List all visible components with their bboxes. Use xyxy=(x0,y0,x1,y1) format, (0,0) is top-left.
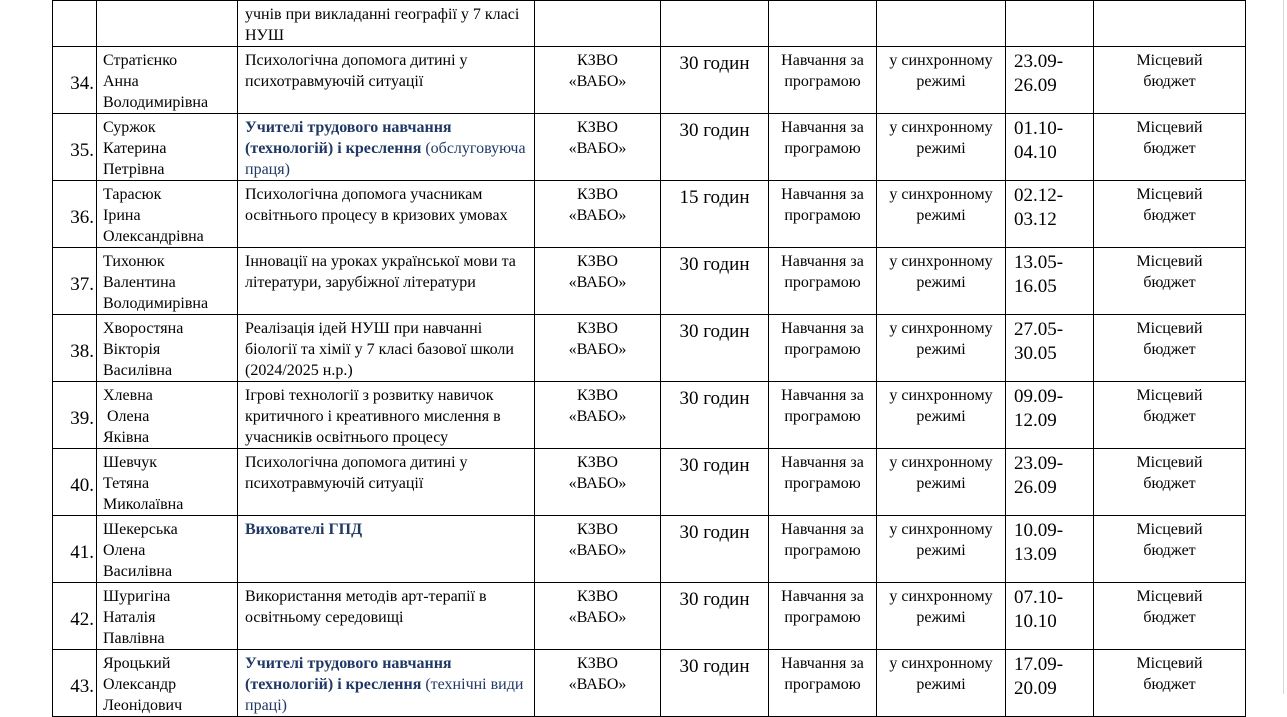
cell-form xyxy=(769,650,877,717)
name-line: Хлевна xyxy=(103,387,153,404)
cell-hours xyxy=(661,1,769,47)
name-line: Василівна xyxy=(103,563,173,580)
cell-dates xyxy=(1006,583,1094,650)
institution-line: «ВАБО» xyxy=(568,274,627,291)
cell-name xyxy=(97,181,238,248)
cell-dates xyxy=(1006,1,1094,47)
course-title: Ігрові технології з розвитку навичок критичного і креативного мислення в учасників освітнього процесу xyxy=(245,387,501,446)
funding-line: Місцевий xyxy=(1136,588,1203,605)
cell-name xyxy=(97,583,238,650)
date-line: 26.09 xyxy=(1014,477,1057,498)
mode-line: режимі xyxy=(916,542,966,559)
cell-hours: 30 годин xyxy=(661,382,769,449)
name-line: Вікторія xyxy=(103,341,161,358)
name-line: Катерина xyxy=(103,140,167,157)
cell-course: учнів при викладанні географії у 7 класі НУШ xyxy=(238,1,535,47)
date-line: 09.09- xyxy=(1014,386,1064,407)
cell-mode xyxy=(877,315,1006,382)
cell-number xyxy=(53,248,97,315)
form-line: Навчання за xyxy=(781,320,864,337)
date-line: 23.09- xyxy=(1014,51,1064,72)
cell-course xyxy=(238,181,535,248)
cell-institution xyxy=(535,1,661,47)
cell-dates xyxy=(1006,181,1094,248)
cell-number xyxy=(53,114,97,181)
form-line: Навчання за xyxy=(781,52,864,69)
cell-number xyxy=(53,583,97,650)
cell-name xyxy=(97,382,238,449)
mode-line: у синхронному xyxy=(889,521,993,538)
cell-course xyxy=(238,583,535,650)
cell-funding xyxy=(1094,248,1246,315)
course-category: Вихователі ГПД xyxy=(245,521,363,538)
institution-line: КЗВО xyxy=(577,52,618,69)
funding-line: Місцевий xyxy=(1136,52,1203,69)
name-line: Олександрівна xyxy=(103,228,204,245)
funding-line: бюджет xyxy=(1143,542,1196,559)
cell-funding xyxy=(1094,650,1246,717)
funding-line: бюджет xyxy=(1143,73,1196,90)
cell-funding xyxy=(1094,583,1246,650)
cell-form xyxy=(769,382,877,449)
cell-form xyxy=(769,248,877,315)
cell-course xyxy=(238,449,535,516)
course-title: Реалізація ідей НУШ при навчанні біології та хімії у 7 класі базової школи (2024/2025 н.р.) xyxy=(245,320,514,379)
funding-line: Місцевий xyxy=(1136,320,1203,337)
cell-name xyxy=(97,248,238,315)
cell-institution xyxy=(535,449,661,516)
form-line: Навчання за xyxy=(781,253,864,270)
institution-line: «ВАБО» xyxy=(568,408,627,425)
table-row xyxy=(53,315,1246,382)
mode-line: режимі xyxy=(916,140,966,157)
mode-line: у синхронному xyxy=(889,52,993,69)
name-line: Олександр xyxy=(103,676,177,693)
cell-institution xyxy=(535,382,661,449)
course-title: Психологічна допомога учасникам освітнього процесу в кризових умовах xyxy=(245,186,508,224)
row-number: 39. xyxy=(70,408,94,429)
cell-dates xyxy=(1006,449,1094,516)
institution-line: КЗВО xyxy=(577,387,618,404)
form-line: програмою xyxy=(784,207,861,224)
name-line: Наталія xyxy=(103,609,156,626)
form-line: програмою xyxy=(784,73,861,90)
form-line: програмою xyxy=(784,341,861,358)
cell-hours: 15 годин xyxy=(661,181,769,248)
table-row xyxy=(53,181,1246,248)
date-line: 01.10- xyxy=(1014,118,1064,139)
cell-form xyxy=(769,516,877,583)
cell-funding xyxy=(1094,47,1246,114)
institution-line: «ВАБО» xyxy=(568,609,627,626)
cell-name xyxy=(97,516,238,583)
date-line: 26.09 xyxy=(1014,75,1057,96)
cell-course xyxy=(238,382,535,449)
institution-line: КЗВО xyxy=(577,253,618,270)
institution-line: «ВАБО» xyxy=(568,542,627,559)
form-line: програмою xyxy=(784,609,861,626)
name-line: Тетяна xyxy=(103,475,150,492)
form-line: Навчання за xyxy=(781,655,864,672)
cell-dates xyxy=(1006,315,1094,382)
cell-number xyxy=(53,181,97,248)
form-line: Навчання за xyxy=(781,588,864,605)
name-line: Тихонюк xyxy=(103,253,165,270)
name-line: Володимирівна xyxy=(103,295,209,312)
row-number: 42. xyxy=(70,609,94,630)
cell-mode xyxy=(877,382,1006,449)
form-line: Навчання за xyxy=(781,521,864,538)
mode-line: у синхронному xyxy=(889,119,993,136)
cell-course xyxy=(238,114,535,181)
cell-hours: 30 годин xyxy=(661,516,769,583)
cell-course xyxy=(238,315,535,382)
form-line: Навчання за xyxy=(781,454,864,471)
date-line: 17.09- xyxy=(1014,654,1064,675)
mode-line: режимі xyxy=(916,341,966,358)
cell-mode xyxy=(877,181,1006,248)
row-number: 43. xyxy=(70,676,94,697)
table-row xyxy=(53,583,1246,650)
date-line: 27.05- xyxy=(1014,319,1064,340)
institution-line: КЗВО xyxy=(577,186,618,203)
funding-line: бюджет xyxy=(1143,140,1196,157)
cell-name xyxy=(97,47,238,114)
cell-institution xyxy=(535,516,661,583)
cell-course xyxy=(238,516,535,583)
date-line: 10.10 xyxy=(1014,611,1057,632)
funding-line: бюджет xyxy=(1143,341,1196,358)
institution-line: КЗВО xyxy=(577,521,618,538)
institution-line: «ВАБО» xyxy=(568,140,627,157)
form-line: програмою xyxy=(784,274,861,291)
institution-line: «ВАБО» xyxy=(568,475,627,492)
funding-line: Місцевий xyxy=(1136,655,1203,672)
mode-line: режимі xyxy=(916,73,966,90)
mode-line: у синхронному xyxy=(889,655,993,672)
date-line: 07.10- xyxy=(1014,587,1064,608)
mode-line: режимі xyxy=(916,676,966,693)
cell-hours: 30 годин xyxy=(661,583,769,650)
cell-funding xyxy=(1094,114,1246,181)
date-line: 03.12 xyxy=(1014,209,1057,230)
form-line: програмою xyxy=(784,542,861,559)
date-line: 02.12- xyxy=(1014,185,1064,206)
row-number: 36. xyxy=(70,207,94,228)
course-category: Учителі трудового навчання (технологій) і креслення xyxy=(245,655,452,693)
table-row xyxy=(53,516,1246,583)
training-table xyxy=(52,0,1246,717)
cell-form xyxy=(769,449,877,516)
funding-line: Місцевий xyxy=(1136,253,1203,270)
form-line: програмою xyxy=(784,475,861,492)
cell-hours: 30 годин xyxy=(661,114,769,181)
cell-mode xyxy=(877,583,1006,650)
institution-line: КЗВО xyxy=(577,655,618,672)
cell-course xyxy=(238,248,535,315)
page-edge xyxy=(1283,0,1284,694)
cell-funding xyxy=(1094,1,1246,47)
row-number: 34. xyxy=(70,73,94,94)
row-number: 35. xyxy=(70,140,94,161)
cell-course xyxy=(238,650,535,717)
cell-mode xyxy=(877,114,1006,181)
cell-mode xyxy=(877,449,1006,516)
table-row xyxy=(53,449,1246,516)
form-line: Навчання за xyxy=(781,387,864,404)
institution-line: «ВАБО» xyxy=(568,676,627,693)
form-line: програмою xyxy=(784,140,861,157)
cell-form xyxy=(769,181,877,248)
table-row xyxy=(53,650,1246,717)
name-line: Суржок xyxy=(103,119,156,136)
funding-line: бюджет xyxy=(1143,475,1196,492)
cell-form xyxy=(769,583,877,650)
name-line: Хворостяна xyxy=(103,320,184,337)
institution-line: КЗВО xyxy=(577,320,618,337)
name-line: Володимирівна xyxy=(103,94,209,111)
mode-line: режимі xyxy=(916,609,966,626)
name-line: Анна xyxy=(103,73,139,90)
cell-name xyxy=(97,650,238,717)
table-row-continued xyxy=(53,1,1246,47)
cell-institution xyxy=(535,248,661,315)
cell-funding xyxy=(1094,449,1246,516)
row-number: 37. xyxy=(70,274,94,295)
course-subtitle: (технічні види праці) xyxy=(245,676,524,714)
mode-line: у синхронному xyxy=(889,186,993,203)
table-row xyxy=(53,382,1246,449)
cell-dates xyxy=(1006,114,1094,181)
cell-institution xyxy=(535,650,661,717)
funding-line: бюджет xyxy=(1143,408,1196,425)
name-line: Валентина xyxy=(103,274,176,291)
course-category: Учителі трудового навчання (технологій) і креслення xyxy=(245,119,452,157)
funding-line: Місцевий xyxy=(1136,119,1203,136)
row-number: 40. xyxy=(70,475,94,496)
funding-line: Місцевий xyxy=(1136,186,1203,203)
mode-line: режимі xyxy=(916,274,966,291)
name-line: Шуригіна xyxy=(103,588,171,605)
name-line: Яроцький xyxy=(103,655,171,672)
date-line: 10.09- xyxy=(1014,520,1064,541)
form-line: Навчання за xyxy=(781,186,864,203)
cell-name xyxy=(97,114,238,181)
mode-line: режимі xyxy=(916,207,966,224)
funding-line: бюджет xyxy=(1143,676,1196,693)
cell-hours: 30 годин xyxy=(661,47,769,114)
name-line: Тарасюк xyxy=(103,186,162,203)
date-line: 13.09 xyxy=(1014,544,1057,565)
course-subtitle: (обслуговуюча праця) xyxy=(245,140,526,178)
cell-hours: 30 годин xyxy=(661,650,769,717)
table-row xyxy=(53,248,1246,315)
name-line: Шекерська xyxy=(103,521,178,538)
cell-number xyxy=(53,315,97,382)
cell-course xyxy=(238,47,535,114)
form-line: програмою xyxy=(784,408,861,425)
cell-number xyxy=(53,382,97,449)
row-number: 38. xyxy=(70,341,94,362)
cell-hours: 30 годин xyxy=(661,248,769,315)
cell-institution xyxy=(535,114,661,181)
funding-line: Місцевий xyxy=(1136,521,1203,538)
cell-form xyxy=(769,47,877,114)
cell-institution xyxy=(535,583,661,650)
name-line: Василівна xyxy=(103,362,173,379)
course-title: Психологічна допомога дитині у психотравмуючій ситуації xyxy=(245,454,468,492)
date-line: 13.05- xyxy=(1014,252,1064,273)
cell-dates xyxy=(1006,516,1094,583)
row-number: 41. xyxy=(70,542,94,563)
institution-line: КЗВО xyxy=(577,454,618,471)
cell-mode xyxy=(877,516,1006,583)
cell-number xyxy=(53,650,97,717)
cell-form xyxy=(769,1,877,47)
cell-name xyxy=(97,449,238,516)
name-line: Миколаївна xyxy=(103,496,184,513)
cell-name xyxy=(97,1,238,47)
cell-form xyxy=(769,315,877,382)
cell-mode xyxy=(877,248,1006,315)
cell-institution xyxy=(535,181,661,248)
mode-line: у синхронному xyxy=(889,253,993,270)
form-line: програмою xyxy=(784,676,861,693)
cell-hours: 30 годин xyxy=(661,449,769,516)
name-line: Яківна xyxy=(103,429,150,446)
cell-mode xyxy=(877,1,1006,47)
course-title: Інновації на уроках української мови та літератури, зарубіжної літератури xyxy=(245,253,516,291)
cell-dates xyxy=(1006,47,1094,114)
date-line: 23.09- xyxy=(1014,453,1064,474)
date-line: 16.05 xyxy=(1014,276,1057,297)
institution-line: «ВАБО» xyxy=(568,207,627,224)
cell-dates xyxy=(1006,650,1094,717)
name-line: Павлівна xyxy=(103,630,165,647)
cell-funding xyxy=(1094,315,1246,382)
mode-line: у синхронному xyxy=(889,387,993,404)
cell-institution xyxy=(535,315,661,382)
cell-funding xyxy=(1094,516,1246,583)
date-line: 30.05 xyxy=(1014,343,1057,364)
funding-line: бюджет xyxy=(1143,274,1196,291)
funding-line: бюджет xyxy=(1143,207,1196,224)
name-line: Шевчук xyxy=(103,454,158,471)
cell-form xyxy=(769,114,877,181)
name-line: Ірина xyxy=(103,207,141,224)
table-row xyxy=(53,114,1246,181)
cell-mode xyxy=(877,650,1006,717)
name-line: Петрівна xyxy=(103,161,165,178)
institution-line: КЗВО xyxy=(577,119,618,136)
cell-number xyxy=(53,47,97,114)
form-line: Навчання за xyxy=(781,119,864,136)
name-line: Стратієнко xyxy=(103,52,178,69)
name-line: Олена xyxy=(103,408,150,425)
funding-line: Місцевий xyxy=(1136,387,1203,404)
cell-mode xyxy=(877,47,1006,114)
name-line: Олена xyxy=(103,542,146,559)
cell-dates xyxy=(1006,248,1094,315)
cell-hours: 30 годин xyxy=(661,315,769,382)
name-line: Леонідович xyxy=(103,697,183,714)
table-row xyxy=(53,47,1246,114)
cell-funding xyxy=(1094,382,1246,449)
cell-number xyxy=(53,449,97,516)
cell-institution xyxy=(535,47,661,114)
date-line: 04.10 xyxy=(1014,142,1057,163)
institution-line: «ВАБО» xyxy=(568,341,627,358)
mode-line: у синхронному xyxy=(889,588,993,605)
institution-line: «ВАБО» xyxy=(568,73,627,90)
course-title: Психологічна допомога дитині у психотравмуючій ситуації xyxy=(245,52,468,90)
date-line: 12.09 xyxy=(1014,410,1057,431)
cell-name xyxy=(97,315,238,382)
mode-line: режимі xyxy=(916,408,966,425)
institution-line: КЗВО xyxy=(577,588,618,605)
funding-line: бюджет xyxy=(1143,609,1196,626)
date-line: 20.09 xyxy=(1014,678,1057,699)
mode-line: у синхронному xyxy=(889,454,993,471)
cell-funding xyxy=(1094,181,1246,248)
mode-line: у синхронному xyxy=(889,320,993,337)
course-title: Використання методів арт-терапії в освітньому середовищі xyxy=(245,588,487,626)
cell-dates xyxy=(1006,382,1094,449)
cell-number xyxy=(53,516,97,583)
cell-number xyxy=(53,1,97,47)
funding-line: Місцевий xyxy=(1136,454,1203,471)
mode-line: режимі xyxy=(916,475,966,492)
